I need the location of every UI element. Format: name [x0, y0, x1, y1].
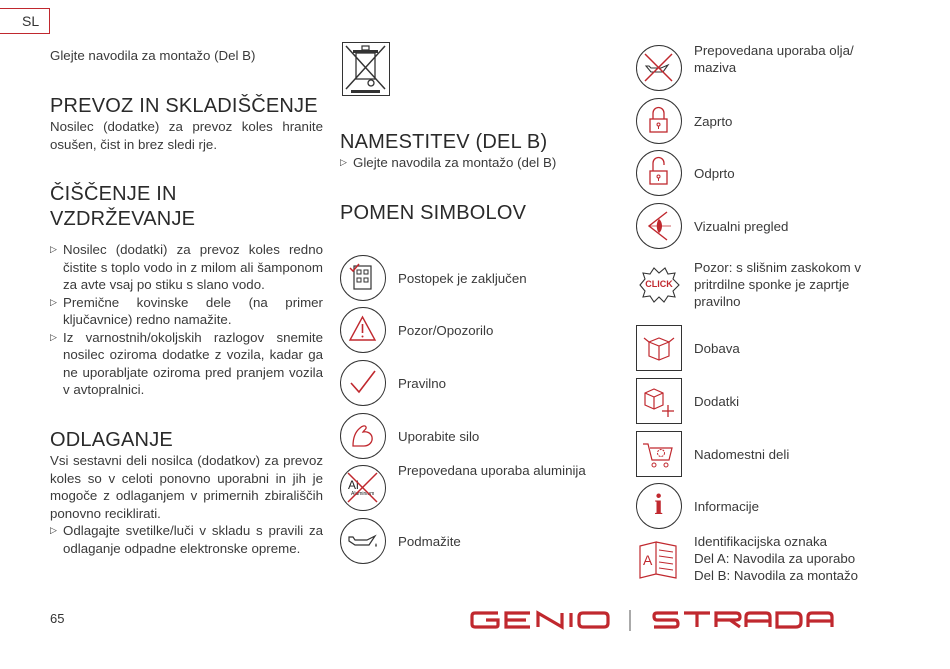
symbol-row-completed	[340, 255, 640, 303]
symbol-label: Dobava	[694, 341, 740, 356]
muscle-arm-icon	[340, 413, 386, 459]
symbol-label: Uporabite silo	[398, 429, 480, 444]
symbol-row-visual-check	[636, 203, 936, 251]
lock-closed-icon	[636, 98, 682, 144]
list-item: ▷ Premične kovinske dele (na primer ključavnice) redno namažite.	[50, 294, 323, 329]
disposal-list	[50, 522, 323, 557]
symbol-label-line: Del A: Navodila za uporabo	[694, 551, 856, 566]
language-tab	[0, 8, 50, 34]
symbol-label: Postopek je zaključen	[398, 271, 527, 286]
brand-logo	[470, 603, 910, 637]
language-label: SL	[22, 13, 40, 29]
symbol-row-identification	[636, 534, 936, 586]
symbol-row-lubricate	[340, 518, 640, 566]
icon-text: A	[643, 552, 653, 568]
symbol-row-no-oil	[636, 45, 936, 93]
symbol-label: Prepovedana uporaba aluminija	[398, 463, 586, 478]
symbol-row-accessories	[636, 378, 936, 426]
icon-text: Al	[348, 478, 359, 492]
symbol-row-click	[636, 262, 936, 310]
icon-text: i	[654, 488, 663, 521]
disposal-heading: ODLAGANJE	[50, 429, 173, 451]
manual-book-icon	[636, 538, 682, 584]
symbol-row-locked	[636, 98, 936, 146]
checkmark-icon	[340, 360, 386, 406]
cleaning-heading-line2: VZDRŽEVANJE	[50, 208, 196, 230]
lock-open-icon	[636, 150, 682, 196]
symbol-row-no-aluminium	[340, 465, 640, 513]
list-item: ▷ Odlagajte svetilke/luči v skladu s pravili za odlaganje odpadne elektronske opreme.	[50, 522, 323, 557]
symbol-row-correct	[340, 360, 640, 408]
symbol-label: Pozor: s slišnim zaskokom v pritrdilne sponke je zaprtje pravilno	[694, 260, 861, 309]
list-item: ▷ Nosilec (dodatki) za prevoz koles redno čistite s toplo vodo in z milom ali šamponom za avte vsaj po stiku s slano vodo.	[50, 241, 323, 294]
symbol-label-line: Del B: Navodila za montažo	[694, 568, 859, 583]
symbol-row-spare-parts	[636, 431, 936, 479]
info-icon	[636, 483, 682, 529]
symbol-label: Vizualni pregled	[694, 219, 789, 234]
symbol-row-warning	[340, 307, 640, 355]
cart-gear-icon	[636, 431, 682, 477]
symbol-label: Informacije	[694, 499, 760, 514]
disposal-text: Vsi sestavni deli nosilca (dodatkov) za prevoz koles so v celoti ponovno uporabni in jih je mogoče z odlaganjem v primernih zbirališčih ponovno reciklirati.	[50, 453, 323, 521]
symbol-label: Pozor/Opozorilo	[398, 323, 494, 338]
warning-icon	[340, 307, 386, 353]
symbol-row-delivery	[636, 325, 936, 373]
symbol-row-force	[340, 413, 640, 461]
symbol-row-unlocked	[636, 150, 936, 198]
symbol-label: Odprto	[694, 166, 735, 181]
symbol-label-line: Identifikacijska oznaka	[694, 534, 828, 549]
no-aluminium-icon	[340, 465, 386, 511]
symbols-heading: POMEN SIMBOLOV	[340, 202, 527, 224]
install-list	[340, 154, 600, 172]
list-item: ▷ Iz varnostnih/okoljskih razlogov snemite nosilec oziroma dodatke z vozila, kadar ga ne uporabljate oziroma pred pranjem vozila v avtopralnici.	[50, 329, 323, 399]
intro-text: Glejte navodila za montažo (Del B)	[50, 48, 256, 63]
icon-text: CLICK	[645, 279, 673, 289]
symbol-label: Podmažite	[398, 534, 461, 549]
oil-can-icon	[340, 518, 386, 564]
install-heading: NAMESTITEV (DEL B)	[340, 131, 548, 153]
transport-text: Nosilec (dodatke) za prevoz koles hranite osušen, čist in brez sledi rje.	[50, 119, 323, 152]
list-item: ▷ Glejte navodila za montažo (del B)	[340, 154, 600, 172]
transport-heading: PREVOZ IN SKLADIŠČENJE	[50, 95, 318, 117]
symbol-label	[694, 533, 894, 584]
cleaning-list	[50, 241, 323, 399]
crossed-bin-icon	[342, 42, 390, 96]
no-oil-icon	[636, 45, 682, 91]
symbol-label: Pravilno	[398, 376, 447, 391]
symbol-row-information	[636, 483, 936, 531]
symbol-label: Zaprto	[694, 114, 733, 129]
symbol-label: Dodatki	[694, 394, 740, 409]
cleaning-heading-line1: ČIŠČENJE IN	[50, 183, 177, 205]
icon-text: Aluminium	[351, 491, 375, 497]
click-icon	[636, 262, 682, 308]
page-number: 65	[50, 611, 65, 626]
box-icon	[636, 325, 682, 371]
symbol-label: Prepovedana uporaba olja/ maziva	[694, 43, 854, 75]
symbol-label: Nadomestni deli	[694, 447, 790, 462]
checklist-icon	[340, 255, 386, 301]
box-plus-icon	[636, 378, 682, 424]
eye-icon	[636, 203, 682, 249]
